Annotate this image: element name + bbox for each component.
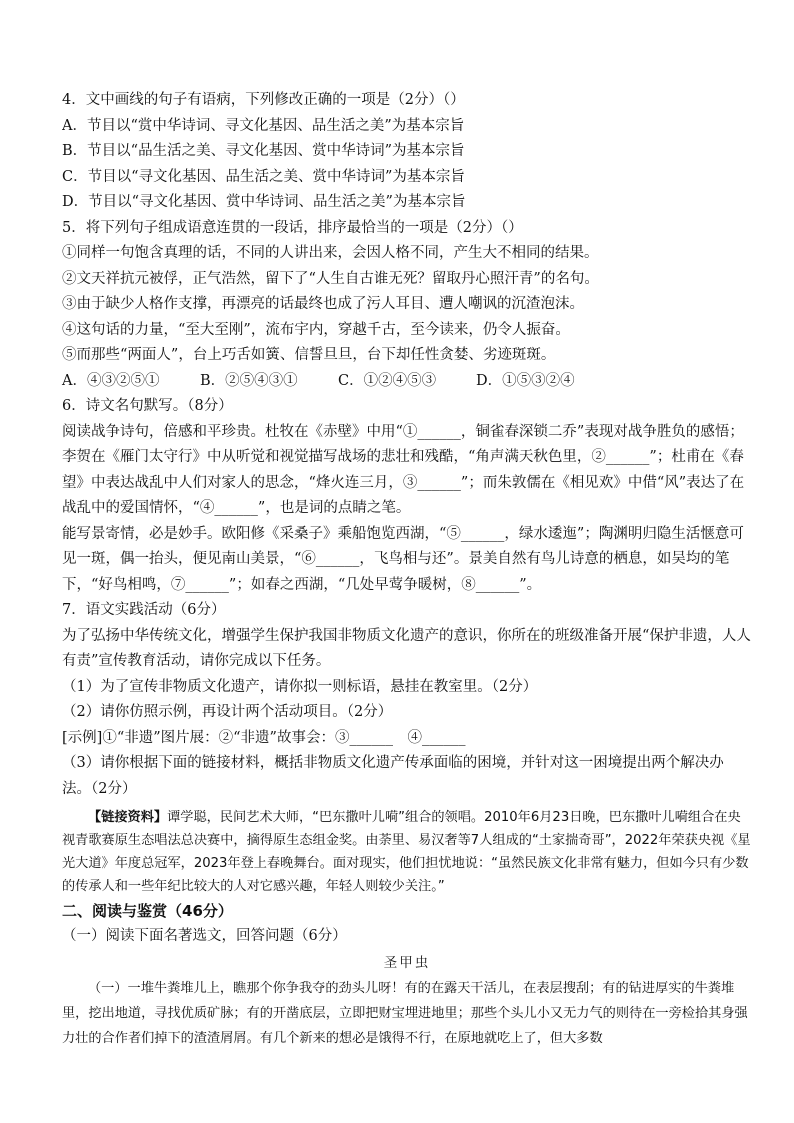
option-d: D．①⑤③②④ [476, 372, 575, 389]
option-a: A．节目以“赏中华诗词、寻文化基因、品生活之美”为基本宗旨 [62, 117, 465, 134]
question-stem: 6．诗文名句默写。（8分） [62, 398, 233, 414]
question-stem: 5．将下列句子组成语意连贯的一段话，排序最恰当的一项是（2分）（） [62, 219, 523, 236]
task-3: （3）请你根据下面的链接材料，概括非物质文化遗产传承面临的困境，并针对这一困境提出两个解决办法。（2分） [62, 755, 724, 797]
activity-intro: 为了弘扬中华传统文化，增强学生保护我国非物质文化遗产的意识，你所在的班级准备开展“保护非遗，人人有责”宣传教育活动，请你完成以下任务。 [62, 627, 751, 669]
option-b: B．节目以“品生活之美、寻文化基因、赏中华诗词”为基本宗旨 [62, 143, 465, 159]
section-2 [62, 898, 752, 1051]
question-6 [62, 394, 752, 598]
sentence-4: ④这句话的力量，“至大至刚”，流布宇内，穿越千古，至今读来，仍令人振奋。 [62, 321, 570, 338]
page-content [62, 88, 752, 1051]
option-b: B．②⑤④③① [200, 372, 298, 389]
dictation-paragraph-2: 能写景寄情，必是妙手。欧阳修《采桑子》乘船饱览西湖，“⑤______，绿水逶迤”；陶渊明归隐生活惬意可见一斑，偶一抬头，便见南山美景，“⑥______，飞鸟相与还”。景美自然有鸟儿诗意的栖息，如吴均的笔下，“好鸟相鸣，⑦______”；如春之西湖，“几处早莺争暖树，⑧______”。 [62, 525, 744, 593]
question-stem: 7．语文实践活动（6分） [62, 602, 226, 618]
question-5 [62, 216, 752, 395]
answer-options [62, 369, 752, 395]
link-material [62, 806, 752, 898]
question-7 [62, 598, 752, 898]
article-title: 圣甲虫 [383, 954, 431, 971]
task-2-example: [示例]①“非遗”图片展：②“非遗”故事会：③______ ④______ [62, 729, 466, 746]
sentence-1: ①同样一句饱含真理的话，不同的人讲出来，会因人格不同，产生大不相同的结果。 [62, 245, 599, 261]
sentence-2: ②文天祥抗元被俘，正气浩然，留下了“人生自古谁无死？留取丹心照汗青”的名句。 [62, 270, 599, 287]
article-text: （一）一堆牛粪堆儿上，瞧那个你争我夺的劲头儿呀！有的在露天干活儿，在表层搜刮；有的钻进厚实的牛粪堆里，挖出地道，寻找优质矿脉；有的开凿底层，立即把财宝埋进地里；那些个头儿小又无力气的则待在一旁检拾其身强力壮的合作者们掉下的渣渣屑屑。有几个新来的想必是饿得不行，在原地就吃上了，但大多数 [62, 980, 748, 1046]
section-heading: 二、阅读与鉴赏（46分） [62, 902, 233, 920]
option-c: C．节目以“寻文化基因、品生活之美、赏中华诗词”为基本宗旨 [62, 168, 465, 185]
material-text: 谭学聪，民间艺术大师，“巴东撒叶儿嗬”组合的领唱。2010年6月23日晚，巴东撒叶儿嗬组合在央视青歌赛原生态唱法总决赛中，摘得原生态组金奖。由荼里、易汉奢等7人组成的“土家揣奇哥”，2022年荣获央视《星光大道》年度总冠军，2023年登上春晚舞台。面对现实，他们担忧地说：“虽然民族文化非常有魅力，但如今只有少数的传承人和一些年纪比较大的人对它感兴趣，年轻人则较少关注。” [62, 810, 751, 894]
question-stem: 4．文中画线的句子有语病，下列修改正确的一项是（2分）（） [62, 92, 465, 108]
question-4 [62, 88, 752, 216]
option-a: A．④③②⑤① [62, 372, 160, 389]
sentence-3: ③由于缺少人格作支撑，再漂亮的话最终也成了污人耳目、遭人嘲讽的沉渣泡沫。 [62, 296, 584, 312]
material-tag: 【链接资料】 [88, 810, 168, 825]
task-1: （1）为了宣传非物质文化遗产，请你拟一则标语，悬挂在教室里。（2分） [62, 678, 538, 695]
option-d: D．节目以“寻文化基因、赏中华诗词、品生活之美”为基本宗旨 [62, 194, 466, 210]
subsection-heading: （一）阅读下面名著选文，回答问题（6分） [62, 928, 347, 944]
sentence-5: ⑤而那些“两面人”，台上巧舌如簧、信誓旦旦，台下却任性贪婪、劣迹斑斑。 [62, 347, 556, 363]
option-c: C．①②④⑤③ [338, 372, 437, 389]
task-2: （2）请你仿照示例，再设计两个活动项目。（2分） [62, 704, 393, 720]
dictation-paragraph-1: 阅读战争诗句，倍感和平珍贵。杜牧在《赤壁》中用“①______，铜雀春深锁二乔”表现对战争胜负的感悟；李贺在《雁门太守行》中从听觉和视觉描写战场的悲壮和残酷，“角声满天秋色里，②______”；杜甫在《春望》中表达战乱中人们对家人的思念，“烽火连三月，③______”；而朱敦儒在《相见欢》中借“风”表达了在战乱中的爱国情怀，“④______”，也是词的点睛之笔。 [62, 423, 745, 516]
